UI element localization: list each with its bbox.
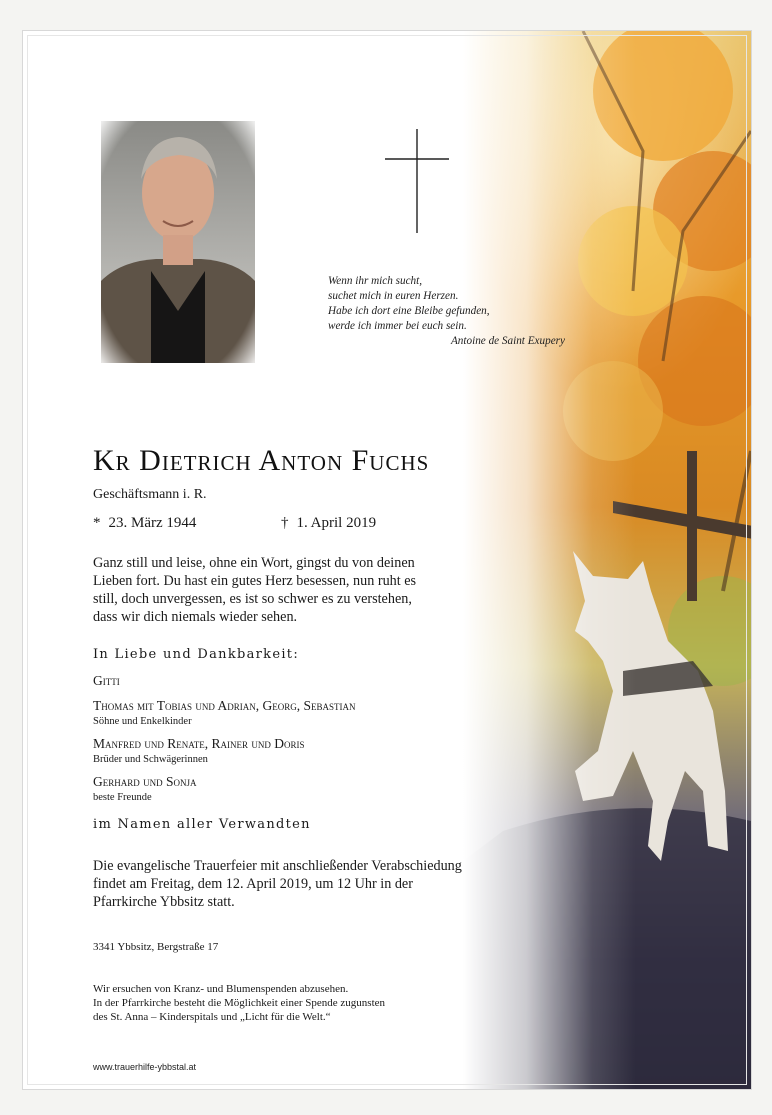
funeral-notice — [93, 857, 553, 911]
mourner-names: Gitti — [93, 673, 120, 688]
deceased-name: Kr Dietrich Anton Fuchs — [93, 444, 430, 477]
poem-line: dass wir dich niemals wieder sehen. — [93, 609, 298, 625]
birth-symbol: * — [93, 515, 101, 531]
poem-line: Ganz still und leise, ohne ein Wort, gingst du von deinen — [93, 555, 415, 571]
deceased-occupation: Geschäftsmann i. R. — [93, 487, 207, 502]
quote-line: Wenn ihr mich sucht, — [328, 275, 423, 287]
portrait-photo-icon — [101, 121, 255, 363]
thanks-heading: In Liebe und Dankbarkeit: — [93, 647, 300, 662]
mourner-entry — [93, 773, 543, 804]
request-line: des St. Anna – Kinderspitals und „Licht für die Welt.“ — [93, 1011, 331, 1023]
death-date — [281, 515, 376, 532]
address: 3341 Ybbsitz, Bergstraße 17 — [93, 941, 219, 953]
cross-icon — [385, 129, 449, 233]
death-symbol: † — [281, 515, 289, 531]
donation-request — [93, 982, 553, 1024]
funeral-line: Die evangelische Trauerfeier mit anschließender Verabschiedung — [93, 858, 462, 874]
request-line: Wir ersuchen von Kranz- und Blumenspenden abzusehen. — [93, 983, 349, 995]
website-link[interactable]: www.trauerhilfe-ybbstal.at — [93, 1062, 197, 1072]
mourners-list — [93, 672, 543, 811]
funeral-line: Pfarrkirche Ybbsitz statt. — [93, 894, 235, 910]
birth-date — [93, 515, 196, 532]
poem — [93, 554, 543, 626]
mourner-relation: Brüder und Schwägerinnen — [93, 754, 208, 765]
birth-date-value: 23. März 1944 — [108, 515, 197, 531]
poem-line: still, doch unvergessen, es ist so schwer es zu verstehen, — [93, 591, 412, 607]
quote-line: werde ich immer bei euch sein. — [328, 320, 467, 332]
mourner-entry — [93, 735, 543, 766]
quote-author: Antoine de Saint Exupery — [450, 335, 565, 347]
parte-sheet — [22, 30, 752, 1090]
mourner-entry — [93, 672, 543, 690]
quote — [328, 274, 573, 349]
mourner-relation: beste Freunde — [93, 792, 152, 803]
death-date-value: 1. April 2019 — [296, 515, 377, 531]
mourner-entry — [93, 697, 543, 728]
quote-line: Habe ich dort eine Bleibe gefunden, — [328, 305, 490, 317]
mourner-names: Gerhard und Sonja — [93, 774, 197, 789]
quote-line: suchet mich in euren Herzen. — [328, 290, 459, 302]
funeral-line: findet am Freitag, dem 12. April 2019, um 12 Uhr in der — [93, 876, 413, 892]
mourner-names: Thomas mit Tobias und Adrian, Georg, Sebastian — [93, 698, 356, 713]
mourner-relation: Söhne und Enkelkinder — [93, 716, 192, 727]
others-line: im Namen aller Verwandten — [93, 817, 311, 832]
mourner-names: Manfred und Renate, Rainer und Doris — [93, 736, 305, 751]
request-line: In der Pfarrkirche besteht die Möglichkeit einer Spende zugunsten — [93, 997, 386, 1009]
poem-line: Lieben fort. Du hast ein gutes Herz besessen, nun ruht es — [93, 573, 417, 589]
